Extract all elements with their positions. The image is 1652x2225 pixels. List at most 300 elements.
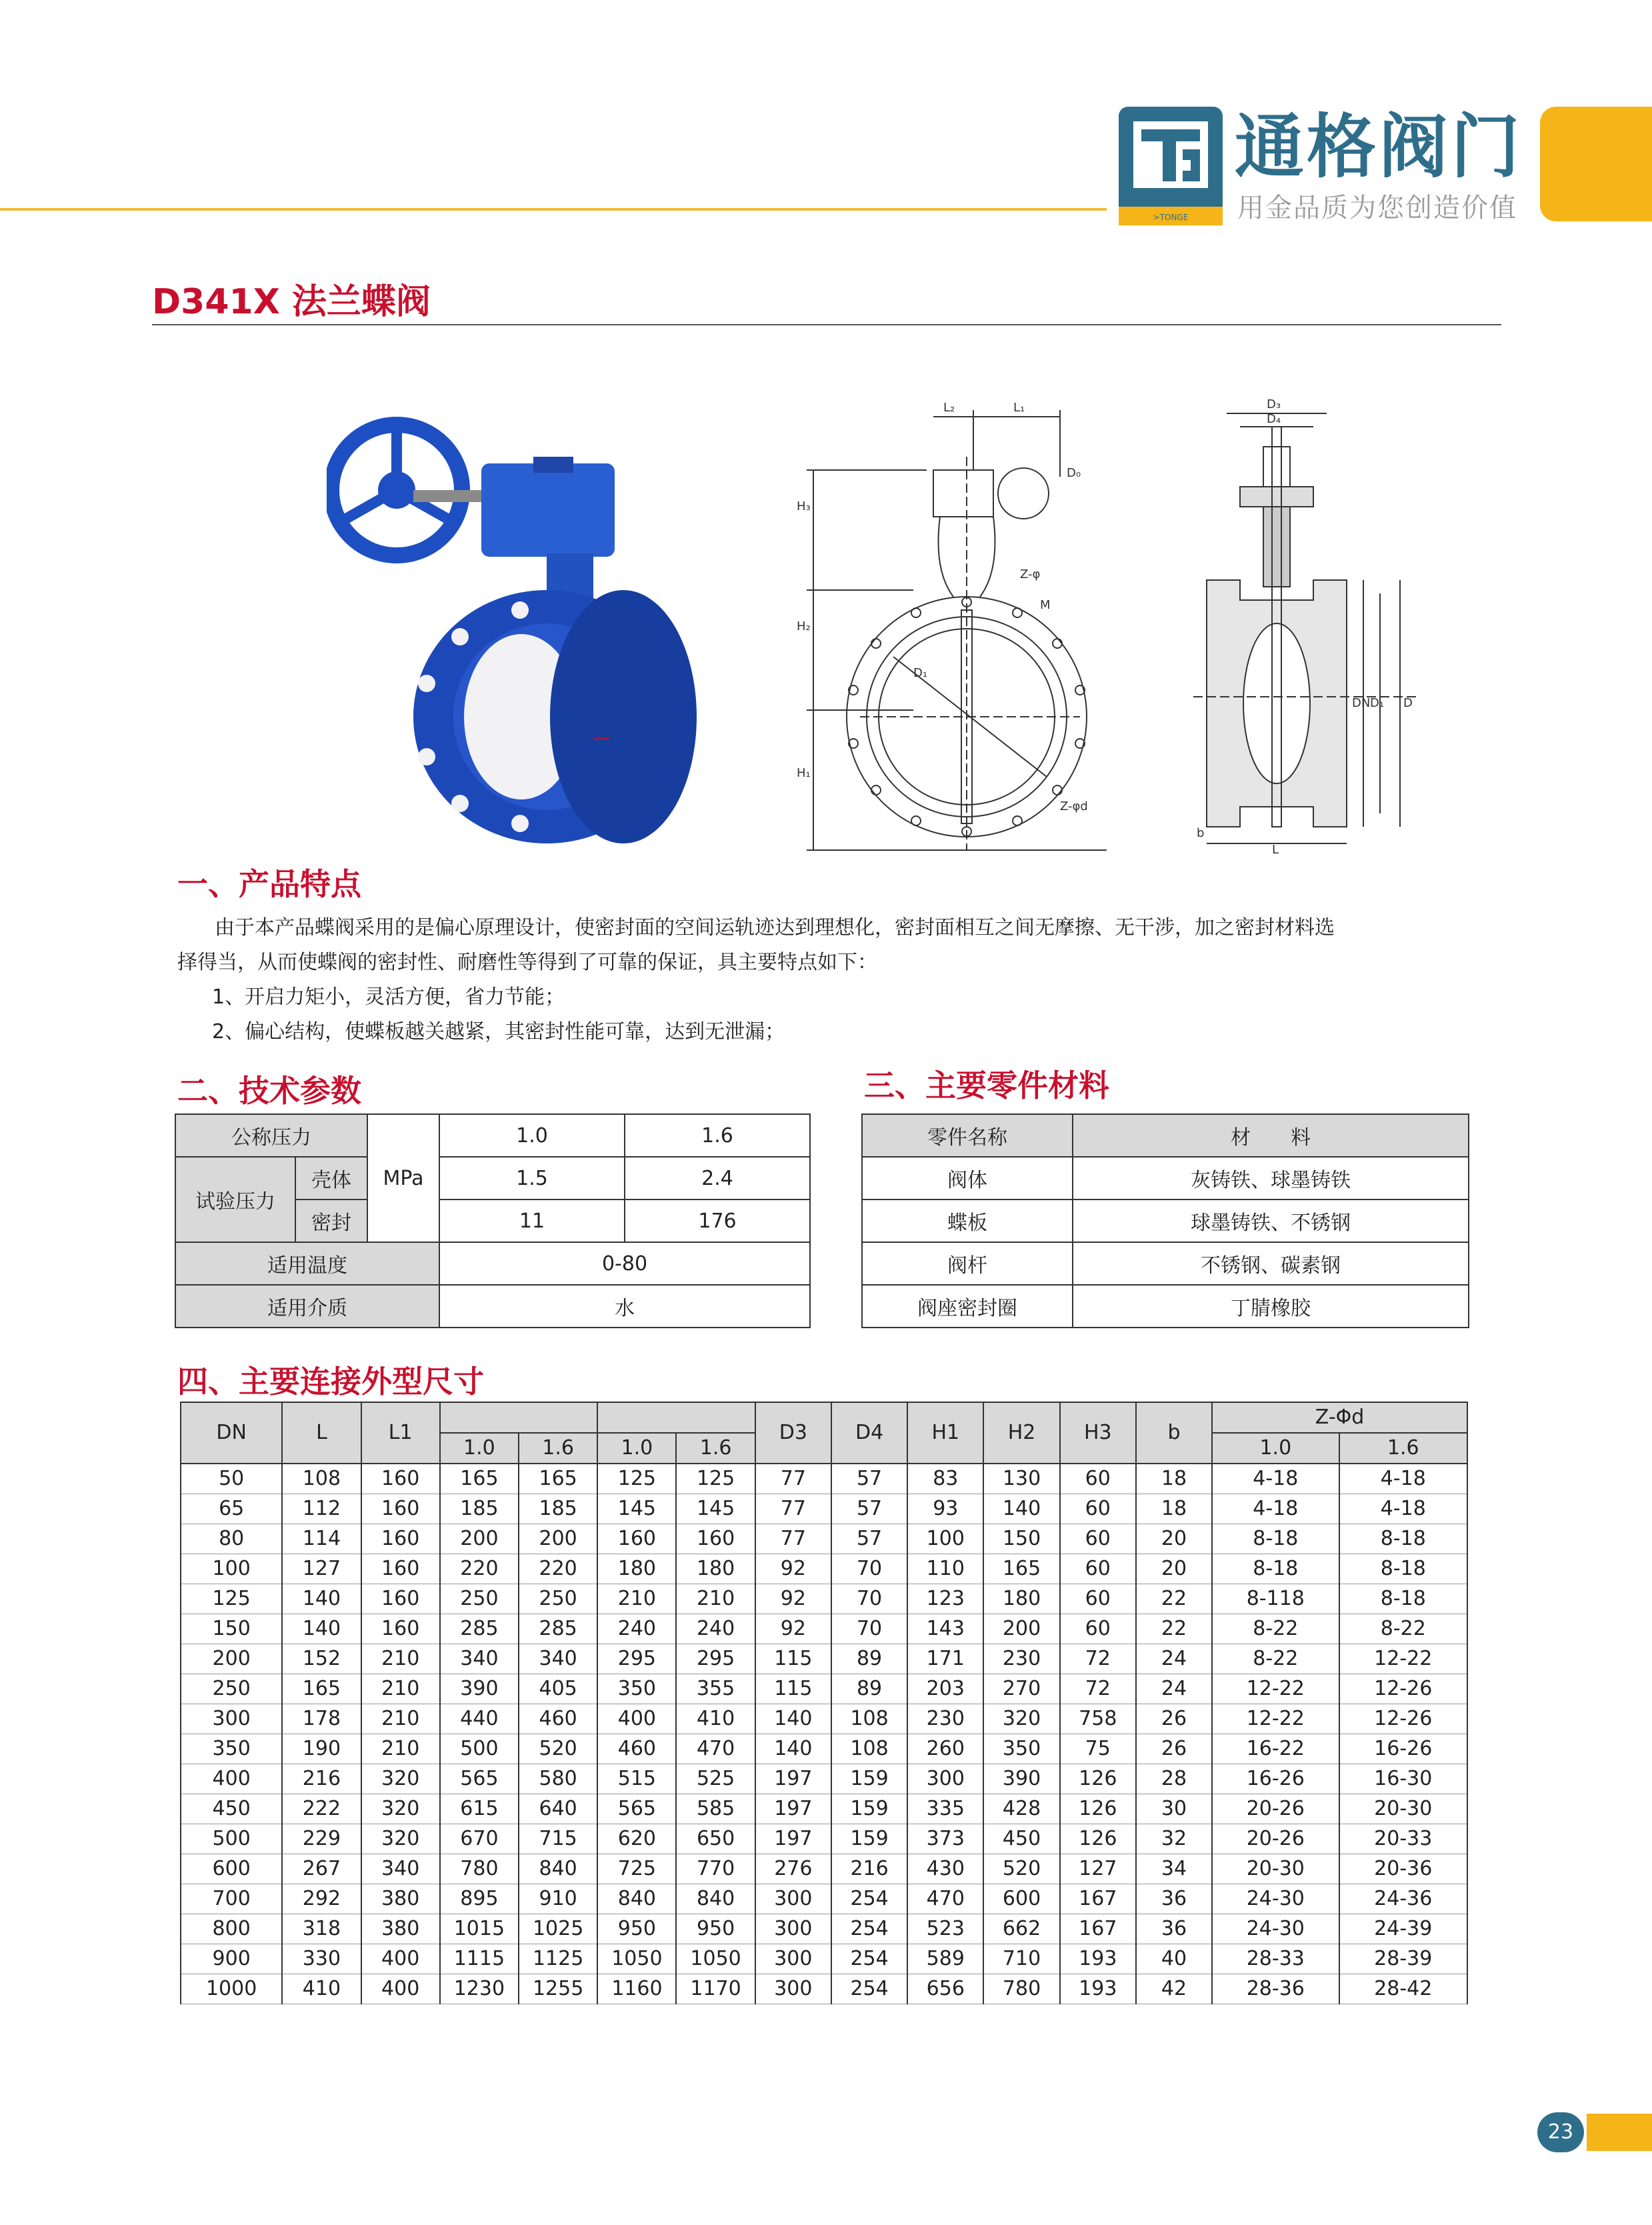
part-material: 丁腈橡胶	[1073, 1285, 1469, 1328]
table-cell: 350	[597, 1674, 676, 1704]
table-cell: 165	[983, 1554, 1059, 1584]
table-cell: 89	[831, 1674, 907, 1704]
table-cell: 318	[282, 1914, 361, 1944]
table-cell: 8-118	[1212, 1584, 1339, 1614]
table-row	[181, 1734, 1467, 1764]
table-cell: 114	[282, 1524, 361, 1554]
table-cell: 140	[282, 1584, 361, 1614]
table-cell: 1125	[519, 1944, 597, 1974]
table-cell: 60	[1060, 1464, 1136, 1494]
table-cell: 295	[676, 1644, 755, 1674]
table-cell: 140	[282, 1614, 361, 1644]
product-photo	[327, 397, 700, 843]
table-cell: 1025	[519, 1914, 597, 1944]
table-cell: 330	[282, 1944, 361, 1974]
label-m: M	[1040, 598, 1051, 612]
table-cell: 26	[1136, 1734, 1212, 1764]
table-cell: 1115	[440, 1944, 519, 1974]
part-name: 阀体	[862, 1157, 1073, 1200]
table-cell: 24-30	[1212, 1914, 1339, 1944]
col-d1-pn16: 1.6	[676, 1433, 755, 1464]
materials-header-part: 零件名称	[862, 1114, 1073, 1157]
table-cell: 267	[282, 1854, 361, 1884]
page-title: D341X 法兰蝶阀	[152, 282, 431, 322]
table-cell: 83	[907, 1464, 983, 1494]
label-l2: L₂	[943, 401, 955, 415]
table-cell: 126	[1060, 1764, 1136, 1794]
table-cell: 92	[755, 1584, 831, 1614]
section-heading-dimensions: 四、主要连接外型尺寸	[177, 1364, 484, 1400]
table-cell: 600	[983, 1884, 1059, 1914]
table-cell: 20	[1136, 1524, 1212, 1554]
temperature-value: 0-80	[439, 1242, 810, 1285]
table-cell: 28-33	[1212, 1944, 1339, 1974]
table-cell: 100	[181, 1554, 282, 1584]
table-cell: 60	[1060, 1614, 1136, 1644]
table-cell: 585	[676, 1794, 755, 1824]
table-cell: 405	[519, 1674, 597, 1704]
table-cell: 390	[983, 1764, 1059, 1794]
table-cell: 65	[181, 1494, 282, 1524]
table-cell: 210	[361, 1644, 440, 1674]
table-cell: 8-18	[1212, 1554, 1339, 1584]
table-cell: 26	[1136, 1704, 1212, 1734]
table-cell: 220	[440, 1554, 519, 1584]
table-cell: 24-39	[1339, 1914, 1467, 1944]
table-cell: 220	[519, 1554, 597, 1584]
table-cell: 20-26	[1212, 1824, 1339, 1854]
table-cell: 160	[361, 1494, 440, 1524]
table-cell: 165	[282, 1674, 361, 1704]
table-cell: 160	[597, 1524, 676, 1554]
table-cell: 656	[907, 1974, 983, 2004]
brand-name: 通格阀门	[1235, 106, 1523, 187]
table-cell: 193	[1060, 1974, 1136, 2004]
table-cell: 8-22	[1339, 1614, 1467, 1644]
part-material: 不锈钢、碳素钢	[1073, 1242, 1469, 1285]
table-cell: 390	[440, 1674, 519, 1704]
label-z-phi-d: Z-φd	[1060, 799, 1088, 813]
table-cell: 210	[361, 1734, 440, 1764]
table-cell: 470	[907, 1884, 983, 1914]
table-row	[181, 1944, 1467, 1974]
table-cell: 20-36	[1339, 1854, 1467, 1884]
table-cell: 160	[361, 1584, 440, 1614]
table-cell: 240	[676, 1614, 755, 1644]
table-cell: 780	[440, 1854, 519, 1884]
table-cell: 24	[1136, 1674, 1212, 1704]
table-cell: 12-22	[1212, 1704, 1339, 1734]
part-name: 阀杆	[862, 1242, 1073, 1285]
table-row	[181, 1524, 1467, 1554]
col-dn: DN	[181, 1402, 282, 1464]
table-cell: 910	[519, 1884, 597, 1914]
table-cell: 320	[361, 1824, 440, 1854]
pn-value-2: 1.6	[625, 1114, 810, 1157]
shell-label: 壳体	[295, 1157, 367, 1200]
table-cell: 57	[831, 1494, 907, 1524]
table-cell: 300	[181, 1704, 282, 1734]
table-cell: 230	[983, 1644, 1059, 1674]
label-d4: D₄	[1267, 412, 1281, 426]
table-cell: 216	[282, 1764, 361, 1794]
label-l1: L₁	[1013, 401, 1025, 415]
table-cell: 12-26	[1339, 1674, 1467, 1704]
table-cell: 18	[1136, 1494, 1212, 1524]
table-cell: 229	[282, 1824, 361, 1854]
label-d1-side: D₁	[1370, 696, 1385, 710]
table-cell: 1230	[440, 1974, 519, 2004]
table-row	[181, 1644, 1467, 1674]
col-l1: L1	[361, 1402, 440, 1464]
table-row	[181, 1464, 1467, 1494]
table-cell: 171	[907, 1644, 983, 1674]
materials-table	[861, 1114, 1469, 1328]
table-cell: 340	[361, 1854, 440, 1884]
table-cell: 20-30	[1212, 1854, 1339, 1884]
table-cell: 72	[1060, 1674, 1136, 1704]
table-cell: 758	[1060, 1704, 1136, 1734]
table-cell: 60	[1060, 1524, 1136, 1554]
table-cell: 320	[361, 1794, 440, 1824]
section-heading-features: 一、产品特点	[177, 866, 361, 902]
table-cell: 20-30	[1339, 1794, 1467, 1824]
table-cell: 34	[1136, 1854, 1212, 1884]
shell-value-1: 1.5	[439, 1157, 625, 1200]
table-cell: 20-26	[1212, 1794, 1339, 1824]
table-cell: 143	[907, 1614, 983, 1644]
table-cell: 470	[676, 1734, 755, 1764]
features-paragraph-line1: 由于本产品蝶阀采用的是偏心原理设计，使密封面的空间运轨迹达到理想化，密封面相互之间无摩擦、无干涉，加之密封材料选	[215, 916, 1335, 939]
table-cell: 700	[181, 1884, 282, 1914]
table-cell: 140	[755, 1734, 831, 1764]
table-cell: 12-22	[1212, 1674, 1339, 1704]
table-cell: 210	[361, 1704, 440, 1734]
col-h2: H2	[983, 1402, 1059, 1464]
label-l: L	[1272, 843, 1279, 853]
table-cell: 8-18	[1339, 1584, 1467, 1614]
table-cell: 400	[597, 1704, 676, 1734]
label-d3: D₃	[1267, 397, 1281, 411]
table-cell: 780	[983, 1974, 1059, 2004]
label-d0: D₀	[1067, 466, 1081, 480]
table-cell: 589	[907, 1944, 983, 1974]
table-row	[181, 1494, 1467, 1524]
header-accent-tab	[1540, 107, 1652, 221]
table-cell: 160	[361, 1614, 440, 1644]
table-cell: 72	[1060, 1644, 1136, 1674]
table-cell: 350	[181, 1734, 282, 1764]
table-cell: 1015	[440, 1914, 519, 1944]
table-row	[181, 1824, 1467, 1854]
table-cell: 28-42	[1339, 1974, 1467, 2004]
table-cell: 8-18	[1339, 1554, 1467, 1584]
table-cell: 70	[831, 1614, 907, 1644]
table-cell: 670	[440, 1824, 519, 1854]
header-rule	[0, 208, 1107, 211]
col-d-pn16: 1.6	[519, 1433, 597, 1464]
table-cell: 160	[361, 1464, 440, 1494]
table-cell: 440	[440, 1704, 519, 1734]
table-cell: 108	[282, 1464, 361, 1494]
table-cell: 12-22	[1339, 1644, 1467, 1674]
title-divider	[152, 324, 1501, 325]
table-cell: 108	[831, 1704, 907, 1734]
table-cell: 400	[361, 1974, 440, 2004]
col-d-pn10: 1.0	[440, 1433, 519, 1464]
table-cell: 900	[181, 1944, 282, 1974]
part-name: 阀座密封圈	[862, 1285, 1073, 1328]
table-cell: 1050	[676, 1944, 755, 1974]
table-cell: 57	[831, 1464, 907, 1494]
table-cell: 4-18	[1339, 1494, 1467, 1524]
table-cell: 28-36	[1212, 1974, 1339, 2004]
table-cell: 200	[181, 1644, 282, 1674]
table-cell: 75	[1060, 1734, 1136, 1764]
table-cell: 428	[983, 1794, 1059, 1824]
table-cell: 167	[1060, 1884, 1136, 1914]
table-cell: 210	[361, 1674, 440, 1704]
table-cell: 24	[1136, 1644, 1212, 1674]
table-cell: 16-26	[1339, 1734, 1467, 1764]
table-cell: 210	[597, 1584, 676, 1614]
table-cell: 615	[440, 1794, 519, 1824]
table-cell: 16-22	[1212, 1734, 1339, 1764]
table-cell: 197	[755, 1794, 831, 1824]
table-cell: 200	[440, 1524, 519, 1554]
table-cell: 373	[907, 1824, 983, 1854]
table-cell: 125	[181, 1584, 282, 1614]
table-cell: 710	[983, 1944, 1059, 1974]
table-cell: 725	[597, 1854, 676, 1884]
feature-item-1: 1、开启力矩小，灵活方便，省力节能；	[212, 985, 565, 1009]
table-cell: 77	[755, 1494, 831, 1524]
col-d3: D3	[755, 1402, 831, 1464]
table-cell: 650	[676, 1824, 755, 1854]
table-cell: 50	[181, 1464, 282, 1494]
table-cell: 300	[755, 1944, 831, 1974]
table-cell: 160	[361, 1554, 440, 1584]
table-cell: 410	[282, 1974, 361, 2004]
pn-value-1: 1.0	[439, 1114, 625, 1157]
brand-logo-icon	[1119, 107, 1223, 225]
svg-text:—: —	[593, 728, 611, 748]
table-cell: 840	[519, 1854, 597, 1884]
label-d: D	[1403, 696, 1413, 710]
table-cell: 77	[755, 1464, 831, 1494]
table-cell: 285	[519, 1614, 597, 1644]
table-cell: 400	[181, 1764, 282, 1794]
table-cell: 950	[676, 1914, 755, 1944]
table-cell: 112	[282, 1494, 361, 1524]
table-cell: 254	[831, 1914, 907, 1944]
col-h1: H1	[907, 1402, 983, 1464]
table-cell: 8-18	[1212, 1524, 1339, 1554]
table-cell: 250	[440, 1584, 519, 1614]
table-cell: 1255	[519, 1974, 597, 2004]
brand-slogan: 用金品质为您创造价值	[1237, 193, 1517, 223]
table-cell: 640	[519, 1794, 597, 1824]
table-cell: 200	[983, 1614, 1059, 1644]
shell-value-2: 2.4	[625, 1157, 810, 1200]
table-cell: 430	[907, 1854, 983, 1884]
table-cell: 70	[831, 1554, 907, 1584]
table-row	[181, 1764, 1467, 1794]
table-cell: 167	[1060, 1914, 1136, 1944]
table-cell: 292	[282, 1884, 361, 1914]
table-cell: 715	[519, 1824, 597, 1854]
table-cell: 500	[181, 1824, 282, 1854]
table-cell: 523	[907, 1914, 983, 1944]
table-cell: 36	[1136, 1884, 1212, 1914]
table-cell: 60	[1060, 1494, 1136, 1524]
col-b: b	[1136, 1402, 1212, 1464]
seal-value-2: 176	[625, 1200, 810, 1242]
col-h3: H3	[1060, 1402, 1136, 1464]
table-cell: 565	[440, 1764, 519, 1794]
table-cell: 254	[831, 1944, 907, 1974]
table-cell: 4-18	[1212, 1464, 1339, 1494]
label-h1: H₁	[797, 766, 811, 780]
table-cell: 70	[831, 1584, 907, 1614]
table-cell: 126	[1060, 1824, 1136, 1854]
part-material: 灰铸铁、球墨铸铁	[1073, 1157, 1469, 1200]
table-cell: 60	[1060, 1554, 1136, 1584]
table-cell: 80	[181, 1524, 282, 1554]
table-cell: 515	[597, 1764, 676, 1794]
table-cell: 460	[519, 1704, 597, 1734]
table-cell: 1160	[597, 1974, 676, 2004]
table-cell: 57	[831, 1524, 907, 1554]
table-cell: 152	[282, 1644, 361, 1674]
table-cell: 216	[831, 1854, 907, 1884]
table-cell: 230	[907, 1704, 983, 1734]
table-row	[181, 1584, 1467, 1614]
table-cell: 240	[597, 1614, 676, 1644]
table-cell: 285	[440, 1614, 519, 1644]
table-cell: 36	[1136, 1914, 1212, 1944]
table-cell: 260	[907, 1734, 983, 1764]
col-l: L	[282, 1402, 361, 1464]
table-cell: 1000	[181, 1974, 282, 2004]
table-cell: 895	[440, 1884, 519, 1914]
table-cell: 92	[755, 1554, 831, 1584]
table-cell: 840	[597, 1884, 676, 1914]
table-cell: 185	[440, 1494, 519, 1524]
table-cell: 355	[676, 1674, 755, 1704]
features-paragraph-line2: 择得当，从而使蝶阀的密封性、耐磨性等得到了可靠的保证，具主要特点如下：	[177, 951, 877, 974]
table-row	[181, 1794, 1467, 1824]
table-cell: 77	[755, 1524, 831, 1554]
table-cell: 100	[907, 1524, 983, 1554]
front-view-drawing	[793, 390, 1107, 857]
table-cell: 250	[519, 1584, 597, 1614]
table-cell: 127	[282, 1554, 361, 1584]
table-cell: 335	[907, 1794, 983, 1824]
table-cell: 320	[361, 1764, 440, 1794]
table-cell: 520	[983, 1854, 1059, 1884]
label-z-phi: Z-φ	[1020, 567, 1041, 581]
table-cell: 222	[282, 1794, 361, 1824]
table-cell: 580	[519, 1764, 597, 1794]
table-cell: 800	[181, 1914, 282, 1944]
table-cell: 250	[181, 1674, 282, 1704]
table-cell: 180	[597, 1554, 676, 1584]
table-cell: 197	[755, 1824, 831, 1854]
table-cell: 276	[755, 1854, 831, 1884]
logo-tag: >TONGE	[1153, 213, 1189, 222]
table-cell: 42	[1136, 1974, 1212, 2004]
table-cell: 320	[983, 1704, 1059, 1734]
page-number: 23	[1537, 2112, 1584, 2152]
table-row	[181, 1614, 1467, 1644]
label-b: b	[1197, 826, 1205, 840]
table-cell: 125	[597, 1464, 676, 1494]
table-cell: 200	[519, 1524, 597, 1554]
table-cell: 165	[519, 1464, 597, 1494]
nominal-pressure-label: 公称压力	[175, 1114, 367, 1157]
table-cell: 254	[831, 1884, 907, 1914]
table-cell: 525	[676, 1764, 755, 1794]
table-cell: 600	[181, 1854, 282, 1884]
table-cell: 400	[361, 1944, 440, 1974]
table-cell: 140	[983, 1494, 1059, 1524]
table-row	[181, 1854, 1467, 1884]
table-cell: 340	[440, 1644, 519, 1674]
table-cell: 108	[831, 1734, 907, 1764]
table-cell: 8-22	[1212, 1614, 1339, 1644]
table-cell: 18	[1136, 1464, 1212, 1494]
label-h3: H₃	[797, 499, 811, 513]
table-cell: 193	[1060, 1944, 1136, 1974]
part-material: 球墨铸铁、不锈钢	[1073, 1200, 1469, 1242]
col-d-group	[440, 1402, 597, 1433]
table-cell: 92	[755, 1614, 831, 1644]
table-cell: 159	[831, 1824, 907, 1854]
table-cell: 350	[983, 1734, 1059, 1764]
table-cell: 150	[181, 1614, 282, 1644]
table-cell: 30	[1136, 1794, 1212, 1824]
col-z-pn16: 1.6	[1339, 1433, 1467, 1464]
table-cell: 28	[1136, 1764, 1212, 1794]
table-row	[181, 1914, 1467, 1944]
table-cell: 270	[983, 1674, 1059, 1704]
table-cell: 8-22	[1212, 1644, 1339, 1674]
temperature-label: 适用温度	[175, 1242, 439, 1285]
table-cell: 130	[983, 1464, 1059, 1494]
table-cell: 450	[181, 1794, 282, 1824]
table-cell: 4-18	[1212, 1494, 1339, 1524]
table-cell: 500	[440, 1734, 519, 1764]
table-cell: 300	[755, 1914, 831, 1944]
table-cell: 565	[597, 1794, 676, 1824]
label-dn: DN	[1352, 696, 1371, 710]
part-name: 蝶板	[862, 1200, 1073, 1242]
table-row	[181, 1704, 1467, 1734]
table-cell: 4-18	[1339, 1464, 1467, 1494]
table-cell: 93	[907, 1494, 983, 1524]
table-cell: 145	[597, 1494, 676, 1524]
table-row	[181, 1884, 1467, 1914]
table-cell: 180	[983, 1584, 1059, 1614]
medium-value: 水	[439, 1285, 810, 1328]
table-cell: 300	[755, 1884, 831, 1914]
table-cell: 450	[983, 1824, 1059, 1854]
section-heading-materials: 三、主要零件材料	[864, 1067, 1109, 1103]
table-cell: 145	[676, 1494, 755, 1524]
table-cell: 24-30	[1212, 1884, 1339, 1914]
table-cell: 24-36	[1339, 1884, 1467, 1914]
